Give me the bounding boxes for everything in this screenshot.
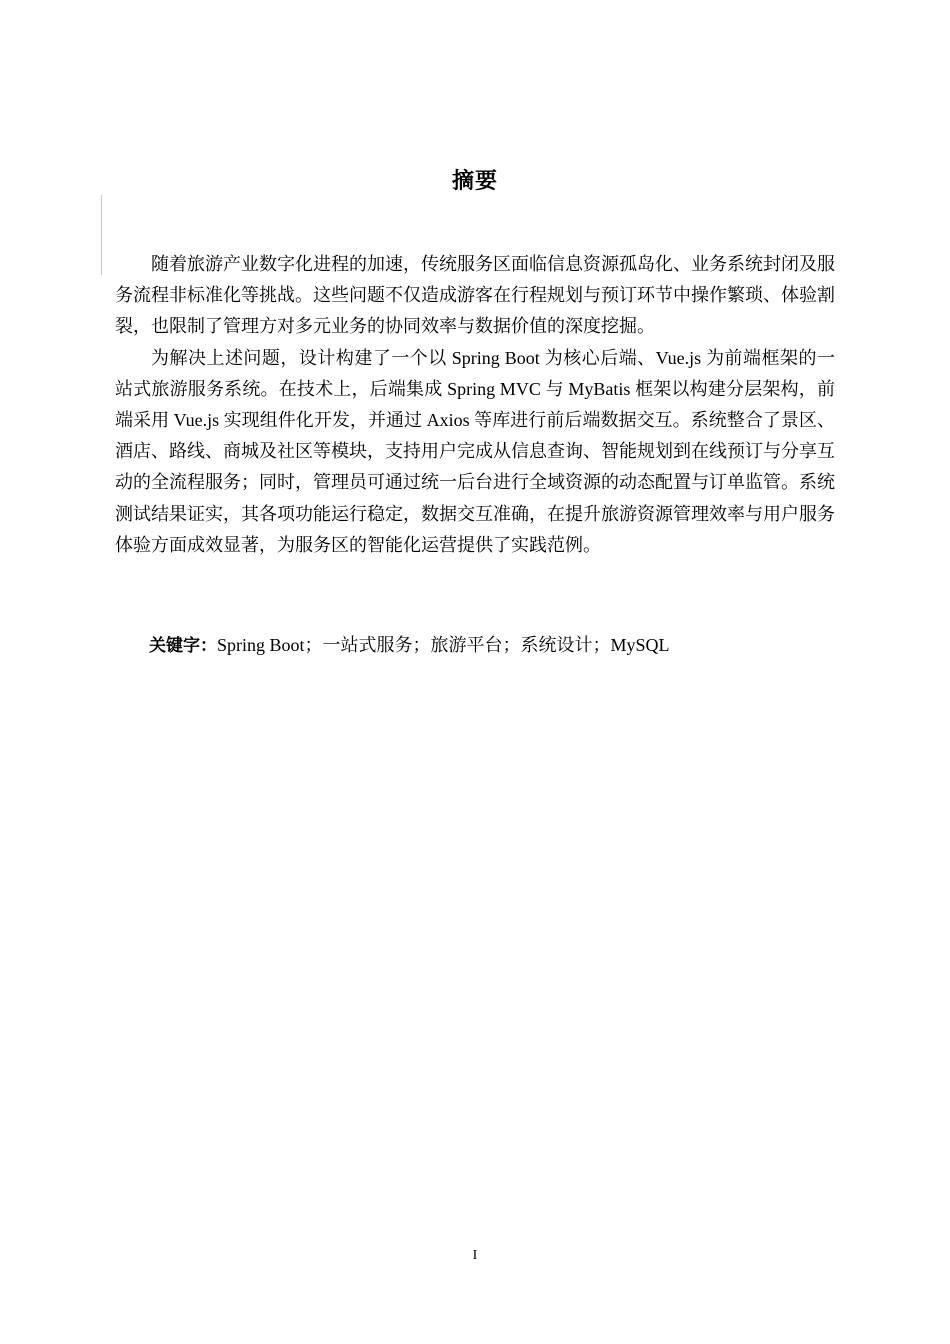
abstract-paragraph-1: 随着旅游产业数字化进程的加速，传统服务区面临信息资源孤岛化、业务系统封闭及服务流程非标准化等挑战。这些问题不仅造成游客在行程规划与预订环节中操作繁琐、体验割裂，也限制了管理方对多元业务的协同效率与数据价值的深度挖掘。: [115, 254, 835, 337]
abstract-body: [115, 249, 835, 561]
abstract-paragraph-2: 为解决上述问题，设计构建了一个以 Spring Boot 为核心后端、Vue.js 为前端框架的一站式旅游服务系统。在技术上，后端集成 Spring MVC 与 MyBatis 框架以构建分层架构，前端采用 Vue.js 实现组件化开发，并通过 Axios 等库进行前后端数据交互。系统整合了景区、酒店、路线、商城及社区等模块，支持用户完成从信息查询、智能规划到在线预订与分享互动的全流程服务；同时，管理员可通过统一后台进行全域资源的动态配置与订单监管。系统测试结果证实，其各项功能运行稳定，数据交互准确，在提升旅游资源管理效率与用户服务体验方面成效显著，为服务区的智能化运营提供了实践范例。: [115, 347, 835, 555]
margin-line: [101, 195, 102, 275]
page-number: I: [472, 1248, 478, 1263]
abstract-title: 摘要: [451, 169, 498, 194]
keywords-line: [149, 630, 835, 661]
keywords-text: Spring Boot；一站式服务；旅游平台；系统设计；MySQL: [217, 635, 670, 655]
keywords-label: 关键字：: [149, 636, 217, 656]
